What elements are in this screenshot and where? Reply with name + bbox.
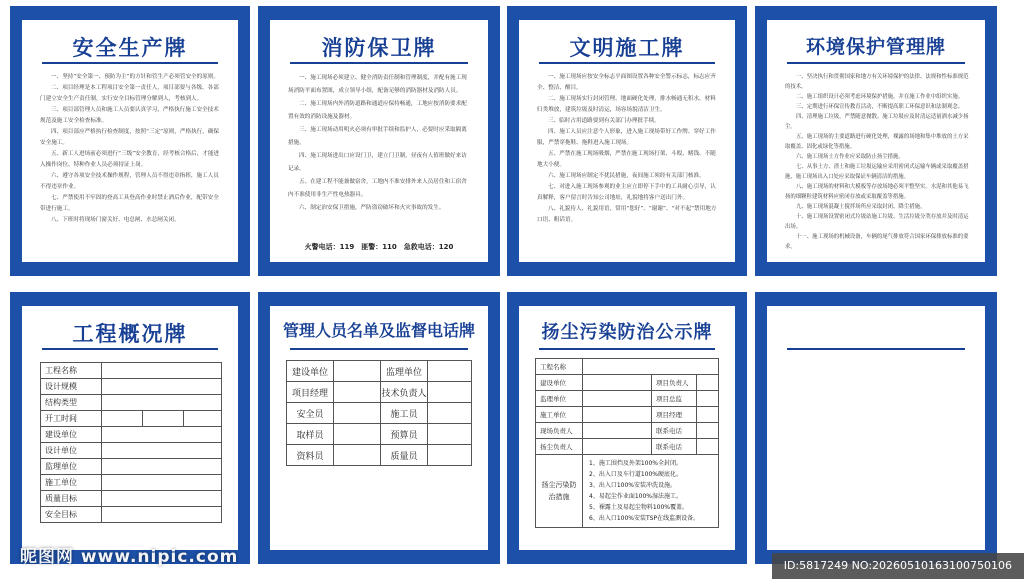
- table-row: [287, 445, 472, 466]
- table-row: [536, 375, 719, 391]
- rule-paragraph: 一、坚决执行和贯彻国家和地方有关环境保护的法律、法规和性标准规范的技术。: [785, 74, 969, 90]
- rule-paragraph: 四、清理施工垃圾，严禁随意抛散。施工垃圾应及时清运适量洒水减少扬尘。: [785, 114, 969, 130]
- row-value: [184, 411, 222, 427]
- board-panel: [22, 306, 238, 550]
- board-safety: [10, 6, 250, 276]
- row-value: [697, 423, 719, 439]
- row-value: [697, 375, 719, 391]
- row-label: 工程名称: [41, 363, 102, 379]
- title-rule: [539, 62, 715, 64]
- table-row: [536, 391, 719, 407]
- row-label: 监理单位: [41, 459, 102, 475]
- board-title: 消防保卫牌: [321, 36, 437, 60]
- rule-paragraph: 八、礼貌待人、礼貌用语，常用“您好”、“谢谢”、“对不起”禁用地方口语、粗话语。: [537, 206, 717, 223]
- rule-paragraph: 七、从事土方、渣土和施工垃圾运输应采用密闭式运输车辆或采取覆盖措施，施工现场出入口处应采取保证车辆清洁的措施。: [785, 164, 969, 180]
- title-rule: [787, 348, 965, 350]
- rule-paragraph: 三、定期进行环保宣传教育活动，不断提高职工环保意识和法制观念。: [796, 104, 964, 110]
- board-panel: [22, 20, 238, 262]
- board-fire: [258, 6, 500, 276]
- rule-paragraph: 八、施工现场的材料和大模板等存放场地必须平整坚实。水泥和其他易飞扬的细颗粒建筑材料应密闭存放或采取覆盖等措施。: [785, 184, 969, 200]
- table-row: [41, 411, 222, 427]
- rule-paragraph: 六、施工现场土方作业应采取防止扬尘措施。: [796, 154, 904, 160]
- role-label: 施工员: [381, 403, 428, 424]
- row-value: [102, 475, 222, 491]
- board-environment: [755, 6, 997, 276]
- measures-label: 扬尘污染防治措施: [536, 455, 583, 528]
- board-managers: [258, 292, 500, 564]
- rules-text: [537, 72, 719, 226]
- row-label: 监理单位: [536, 391, 583, 407]
- row-label: 工程名称: [536, 359, 583, 375]
- role-value: [428, 445, 472, 466]
- role-label: 资料员: [287, 445, 334, 466]
- row-value: [102, 379, 222, 395]
- row-label: 施工单位: [536, 407, 583, 423]
- measure-item: 1、施工围挡及外架100%全封闭。: [589, 460, 682, 467]
- table-row: [41, 427, 222, 443]
- rule-paragraph: 六、施工现场应制定不扰民措施，夜间施工须经有关部门核准。: [548, 173, 705, 179]
- title-rule: [290, 348, 468, 350]
- rule-paragraph: 二、施工现场内外消防道路和通道应保持畅通，工地应按消防要求配置有效的消防设施及器材。: [288, 101, 467, 120]
- dust-table: [535, 358, 719, 528]
- row-label: 项目负责人: [652, 375, 697, 391]
- row-value: [583, 439, 652, 455]
- rule-paragraph: 一、坚持“安全第一、预防为主”的方针和管生产必须管安全的原则。: [51, 74, 220, 80]
- table-row: [287, 424, 472, 445]
- board-civilized: [507, 6, 747, 276]
- rule-paragraph: 七、对进入施工现场参观的业主应立即停下手中的工具耐心引导，认真解释，客户留言时告知公司地址，礼貌地将客户送出门外。: [537, 184, 716, 201]
- table-row: [41, 443, 222, 459]
- overview-table: [40, 362, 222, 523]
- rules-text: [40, 72, 222, 226]
- table-row: [536, 423, 719, 439]
- row-value: [102, 507, 222, 523]
- rule-paragraph: 六、遵守各项安全技术操作规程，管理人员不得违章指挥，施工人员不得违章作业。: [40, 173, 219, 190]
- rule-paragraph: 十一、施工现场的机械设备，车辆的尾气排放符合国家环保排放标准的要求。: [785, 234, 969, 250]
- rule-paragraph: 十、施工现场设置密闭式垃圾站施工垃圾、生活垃圾分类存放并及时清运出场。: [785, 214, 969, 230]
- row-label: 项目总监: [652, 391, 697, 407]
- role-value: [334, 361, 381, 382]
- measure-item: 4、易起尘作业面100%湿法施工。: [589, 493, 682, 500]
- board-panel: [519, 306, 735, 550]
- row-label: 安全目标: [41, 507, 102, 523]
- row-value: [583, 423, 652, 439]
- rule-paragraph: 五、施工现场的主要道路进行硬化处理，裸露的场地和集中堆放的土方采取覆盖、固化或绿化等措施。: [785, 134, 969, 150]
- board-title: 扬尘污染防治公示牌: [541, 322, 713, 343]
- row-value: [583, 375, 652, 391]
- row-value: [102, 395, 222, 411]
- rule-paragraph: 四、施工现场进出口应设门卫，建立门卫制，昼夜有人值班做好来访记录。: [288, 153, 467, 172]
- role-label: 质量员: [381, 445, 428, 466]
- title-rule: [539, 348, 715, 350]
- rule-paragraph: 二、施工组织设计必须考虑环境保护措施，并在施工作业中组织实施。: [796, 94, 964, 100]
- role-value: [428, 403, 472, 424]
- row-value: [143, 411, 184, 427]
- rule-paragraph: 五、在建工程不能兼做宿舍，工地内不准安排外来人员居住和工宿舍内不准使用非生产性电热器具。: [288, 179, 467, 198]
- rule-paragraph: 一、施工现场必须建立、健全消防责任制和管理制度，并配有施工现场消防平面布置图，成立领导小组，配备足够的消防器材及消防人员。: [288, 75, 467, 94]
- role-label: 监理单位: [381, 361, 428, 382]
- title-rule: [787, 62, 965, 64]
- table-row: [287, 382, 472, 403]
- board-title: 安全生产牌: [72, 36, 188, 60]
- role-value: [334, 382, 381, 403]
- table-row: [536, 407, 719, 423]
- row-value: [102, 459, 222, 475]
- managers-table: [286, 360, 472, 466]
- rule-paragraph: 三、临时占用道路要到有关部门办理批手续。: [548, 118, 660, 124]
- table-row: [41, 507, 222, 523]
- board-title: 文明施工牌: [569, 36, 685, 60]
- board-title: 管理人员名单及监督电话牌: [282, 321, 475, 340]
- role-value: [428, 382, 472, 403]
- table-row: [41, 459, 222, 475]
- rule-paragraph: 七、严禁使用不牢固的登高工具登高作业时禁止酒后作业，配带安全带进行施工。: [40, 195, 219, 212]
- rule-paragraph: 三、施工现场动用明火必须有审批手续和监护人，必要时应采取隔离措施。: [288, 127, 467, 146]
- board-blank: [755, 292, 997, 564]
- row-value: [697, 391, 719, 407]
- row-label: 设计单位: [41, 443, 102, 459]
- rule-paragraph: 六、制定治安保卫措施，严防盗窃破坏和火灾事故的发生。: [299, 205, 445, 211]
- table-row: [41, 475, 222, 491]
- row-label: 联系电话: [652, 439, 697, 455]
- site-watermark: 昵图网 www.nipic.com: [20, 547, 239, 567]
- emergency-phones: 火警电话：119 匪警：110 急救电话：120: [304, 243, 454, 251]
- rules-text: [785, 72, 969, 252]
- board-dust-control: [507, 292, 747, 564]
- role-value: [428, 361, 472, 382]
- row-value: [583, 359, 719, 375]
- role-label: 建设单位: [287, 361, 334, 382]
- measure-item: 6、出入口100%安装TSP在线监测设备。: [589, 515, 700, 522]
- rule-paragraph: 八、下班时将现场门窗关好、电总闸、水总闸关闭。: [51, 217, 180, 223]
- row-value: [102, 363, 222, 379]
- row-value: [102, 427, 222, 443]
- table-row: [536, 439, 719, 455]
- row-value: [583, 391, 652, 407]
- title-rule: [290, 62, 468, 64]
- row-value: [583, 407, 652, 423]
- table-row: [287, 403, 472, 424]
- role-label: 技术负责人: [381, 382, 428, 403]
- board-project-overview: [10, 292, 250, 564]
- board-panel: [270, 20, 488, 262]
- board-panel: [519, 20, 735, 262]
- table-row: [41, 363, 222, 379]
- row-value: [102, 443, 222, 459]
- row-label: 建设单位: [536, 375, 583, 391]
- rule-paragraph: 九、施工现场混凝土搅拌场所应采取封闭、降尘措施。: [796, 204, 926, 210]
- measure-item: 5、裸露土及易起尘物料100%覆盖。: [589, 504, 688, 511]
- table-row: [41, 491, 222, 507]
- board-title: 工程概况牌: [72, 322, 188, 346]
- measure-item: 2、出入口及车行道100%硬底化。: [589, 471, 682, 478]
- role-label: 安全员: [287, 403, 334, 424]
- title-rule: [42, 62, 218, 64]
- row-label: 联系电话: [652, 423, 697, 439]
- row-label: 开工时间: [41, 411, 102, 427]
- role-value: [334, 403, 381, 424]
- row-label: 设计规模: [41, 379, 102, 395]
- row-value: [102, 411, 143, 427]
- board-panel: [270, 306, 488, 550]
- title-rule: [42, 348, 218, 350]
- row-value: [697, 439, 719, 455]
- table-row: [41, 379, 222, 395]
- rule-paragraph: 一、施工现场应按安全标志平面图设置各种安全警示标志，标志应齐全、整洁、醒目。: [537, 74, 716, 91]
- row-label: 施工单位: [41, 475, 102, 491]
- role-value: [334, 445, 381, 466]
- rule-paragraph: 二、项目经理是本工程项目安全第一责任人，项目部要与各级、各部门建立安全生产责任制，实行安全目标管理分解到人，考核到人。: [40, 85, 219, 102]
- row-label: 质量目标: [41, 491, 102, 507]
- rule-paragraph: 五、严禁在施工现场吸烟，严禁在施工现场打架、斗殴、赌钱、不随地大小便。: [537, 151, 716, 168]
- table-row: [287, 361, 472, 382]
- row-label: 结构类型: [41, 395, 102, 411]
- table-row: [536, 455, 719, 528]
- table-row: [41, 395, 222, 411]
- role-value: [428, 424, 472, 445]
- rule-paragraph: 三、项目部管理人员和施工人员要认真学习，严格执行施工安全技术规范及施工安全检查标准。: [40, 107, 219, 124]
- measures-list: [583, 455, 719, 528]
- role-label: 预算员: [381, 424, 428, 445]
- role-label: 取样员: [287, 424, 334, 445]
- rule-paragraph: 四、项目部应严格执行检查制度，按照“三定”原则，严格执行，确保安全施工。: [40, 129, 220, 146]
- board-panel: [767, 306, 985, 550]
- row-label: 项目经理: [652, 407, 697, 423]
- rule-paragraph: 四、施工人员应注意个人形象，进入施工现场带好工作牌、穿好工作服，严禁穿拖鞋、拖鞋进入施工现场。: [537, 129, 716, 146]
- rule-paragraph: 二、施工现场实行封闭管理，地面硬化处理，排水畅通无积水，材料归类堆放，建筑垃圾及时清运，场容场貌清洁卫生。: [537, 96, 716, 113]
- role-label: 项目经理: [287, 382, 334, 403]
- image-id-banner: ID:5817249 NO:20260510163100750106: [772, 553, 1024, 579]
- row-label: 现场负责人: [536, 423, 583, 439]
- row-value: [697, 407, 719, 423]
- board-panel: [767, 20, 985, 262]
- measure-item: 3、出入口100%安装冲洗设施。: [589, 482, 676, 489]
- rules-text: [288, 72, 472, 215]
- board-title: 环境保护管理牌: [805, 36, 946, 58]
- row-label: 扬尘负责人: [536, 439, 583, 455]
- table-row: [536, 359, 719, 375]
- role-value: [334, 424, 381, 445]
- row-value: [102, 491, 222, 507]
- rule-paragraph: 五、新工人进场前必须进行“三级”安全教育，经考核合格后，才能进入操作岗位，特种作业人员必须持证上岗。: [40, 151, 220, 168]
- row-label: 建设单位: [41, 427, 102, 443]
